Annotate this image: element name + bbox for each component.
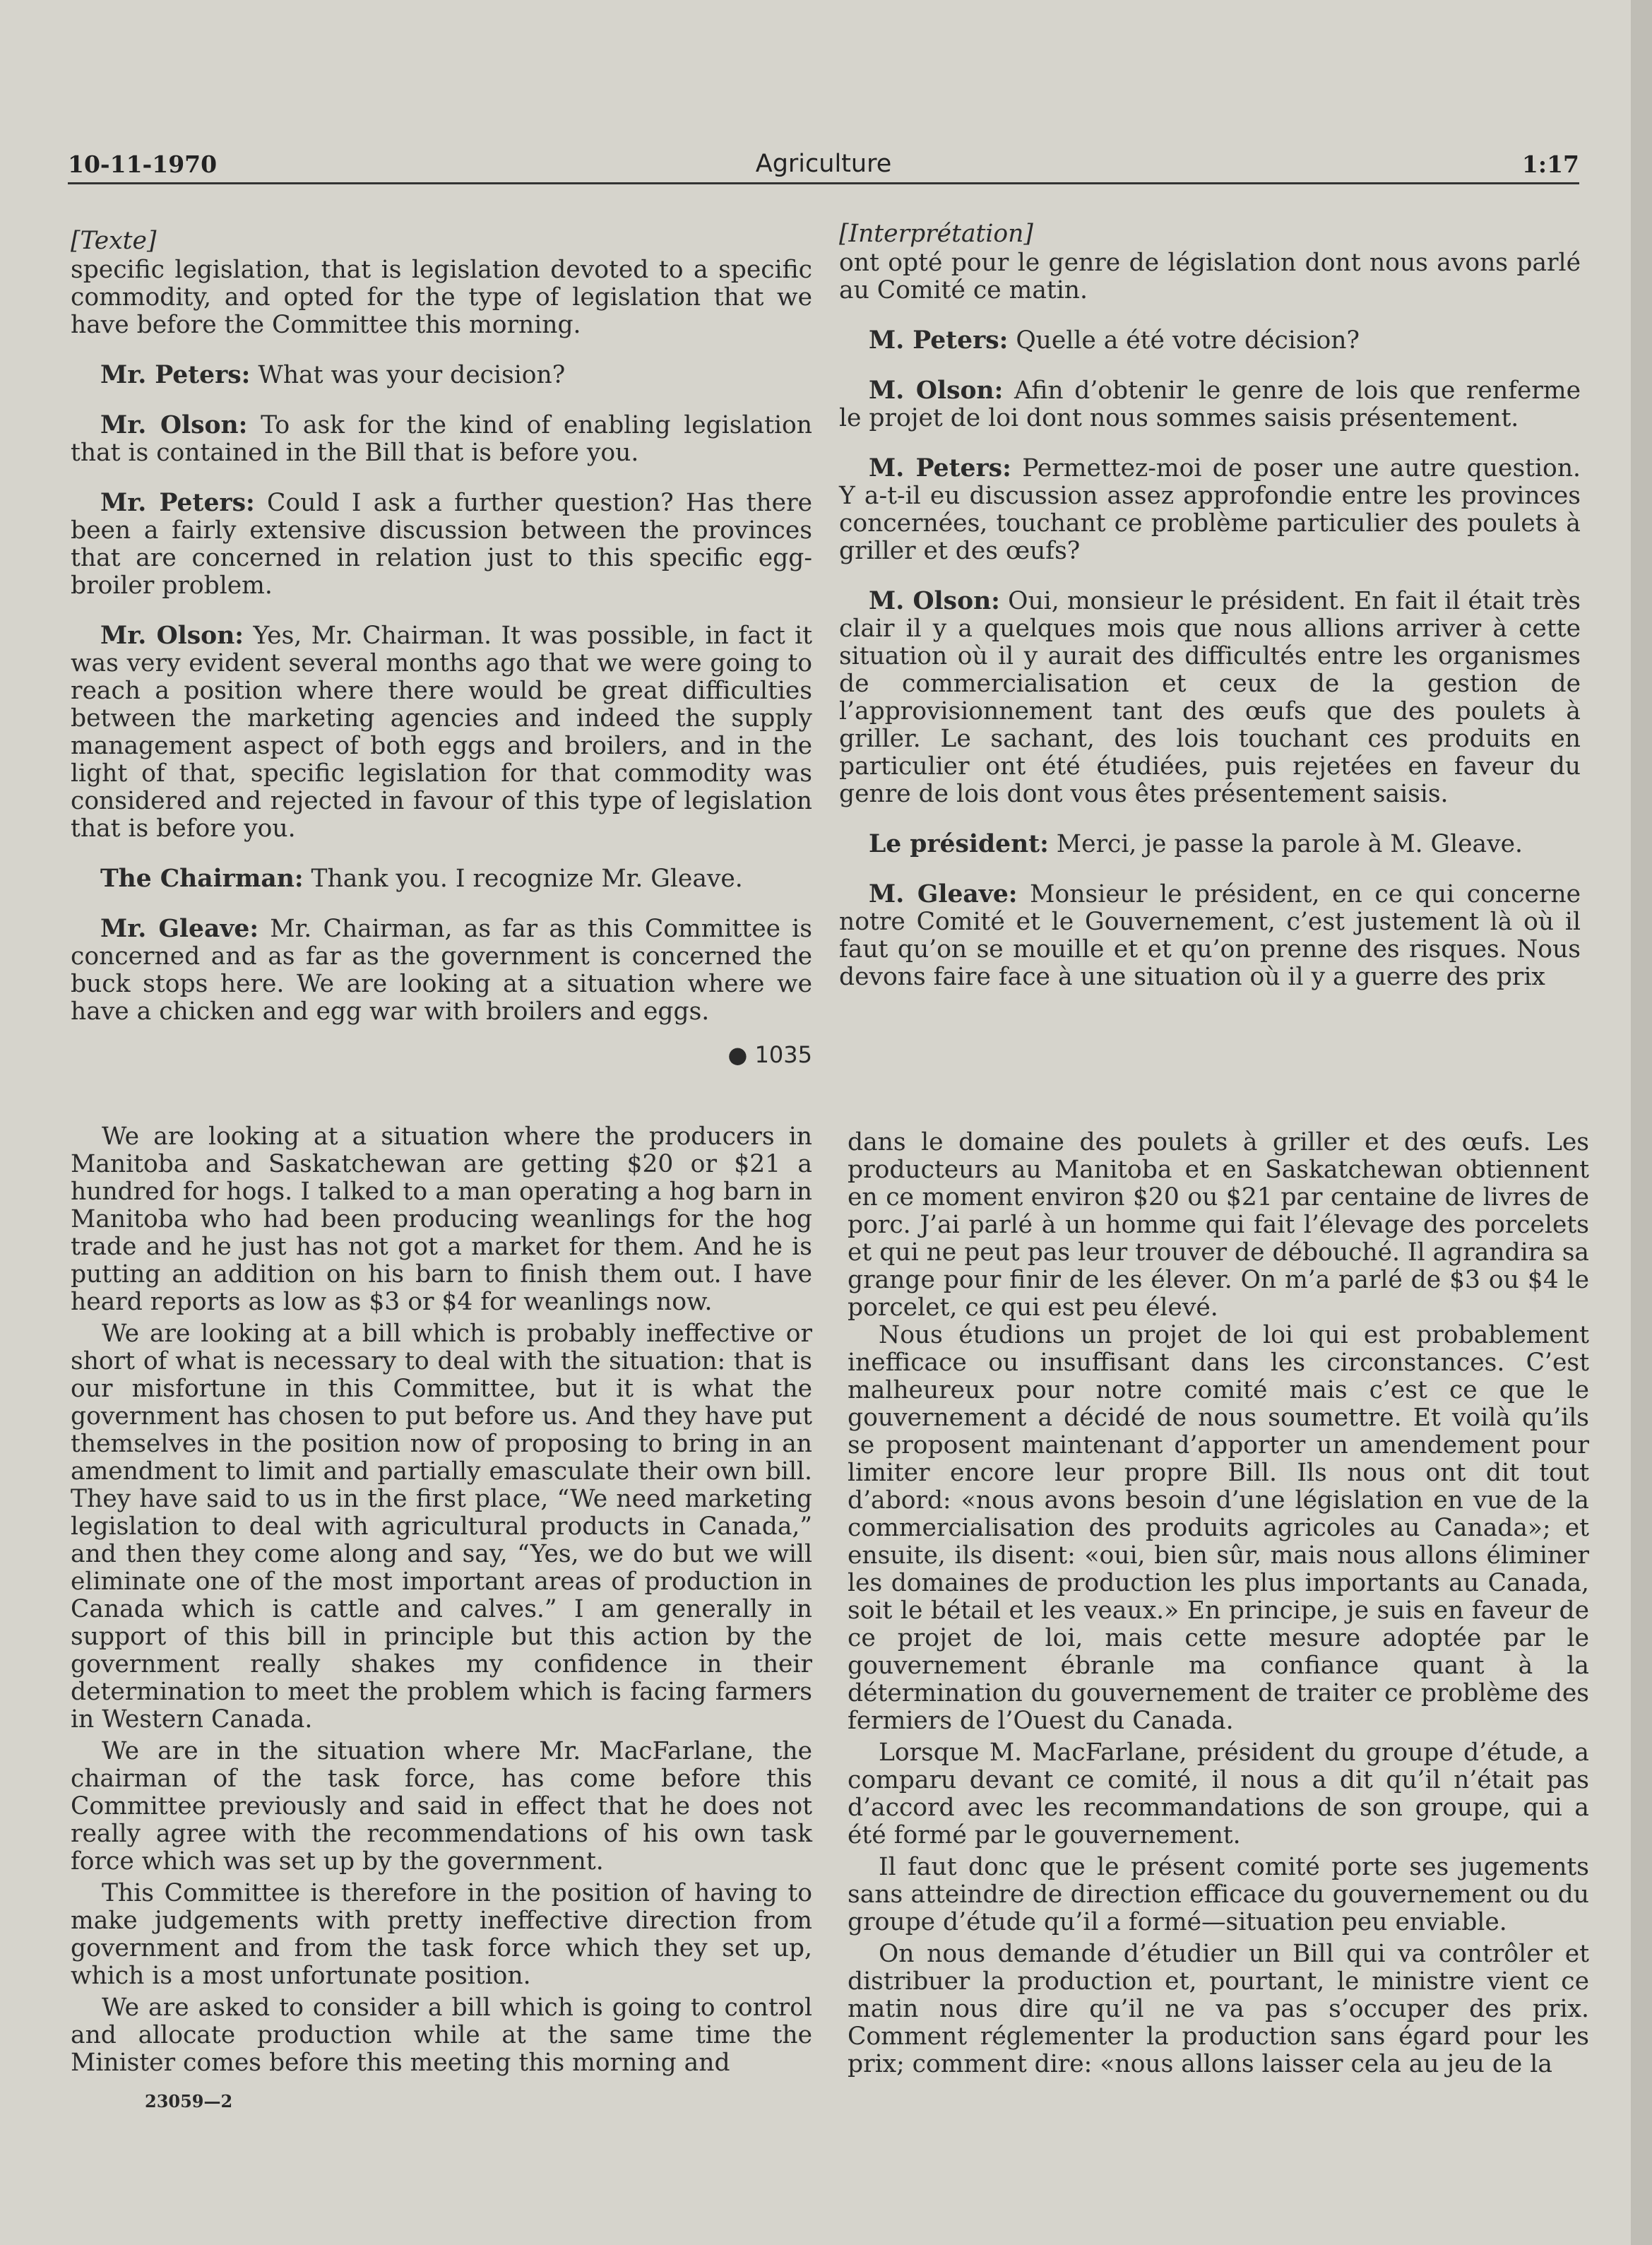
speaker-name: The Chairman:	[100, 865, 304, 893]
speaker-name: M. Peters:	[869, 454, 1011, 482]
speech-text: Monsieur le président, en ce qui concerne notre Comité et le Gouvernement, c’est justement là où il faut qu’on se mouille et et qu’on prenne des risques. Nous devons faire face à une situation où il y a guerre des prix	[839, 880, 1581, 991]
paragraph: We are asked to consider a bill which is going to control and allocate production while at the same time the Minister comes before this meeting this morning and	[71, 1994, 812, 2077]
speech	[839, 588, 1581, 808]
speech	[839, 455, 1581, 565]
paragraph: Il faut donc que le présent comité porte ses jugements sans atteindre de direction efficace du gouvernement ou du groupe d’étude qu’il a formé—situation peu enviable.	[848, 1853, 1589, 1936]
language-label: [Interprétation]	[839, 220, 1033, 248]
header-date: 10-11-1970	[68, 150, 218, 178]
speaker-name: Le président:	[869, 830, 1049, 858]
speech	[839, 327, 1581, 355]
speech	[839, 831, 1581, 858]
paragraph: We are looking at a situation where the producers in Manitoba and Saskatchewan are getting $20 or $21 a hundred for hogs. I talked to a man operating a hog barn in Manitoba who had been producing weanlings for the hog trade and he just has not got a market for them. And he is putting an addition on his barn to finish them out. I have heard reports as low as $3 or $4 for weanlings now.	[71, 1122, 812, 1316]
english-column-bottom	[71, 1123, 812, 2077]
speech	[71, 412, 812, 467]
speech	[71, 622, 812, 843]
speaker-name: M. Gleave:	[869, 880, 1018, 908]
paragraph: We are in the situation where Mr. MacFarlane, the chairman of the task force, has come before this Committee previously and said in effect that he does not really agree with the recommendations of his own task force which was set up by the government.	[71, 1737, 812, 1876]
header-title: Agriculture	[755, 150, 892, 178]
paragraph: On nous demande d’étudier un Bill qui va contrôler et distribuer la production et, pourtant, le ministre vient ce matin nous dire qu’il ne va pas s’occuper des prix. Comment réglementer la production sans égard pour les prix; comment dire: «nous allons laisser cela au jeu de la	[848, 1940, 1589, 2078]
speaker-name: Mr. Olson:	[100, 411, 248, 439]
speaker-name: M. Olson:	[869, 587, 1000, 615]
speaker-name: Mr. Olson:	[100, 622, 244, 650]
paragraph: specific legislation, that is legislation devoted to a specific commodity, and opted for the type of legislation that we have before the Committee this morning.	[71, 256, 812, 339]
paragraph: dans le domaine des poulets à griller et des œufs. Les producteurs au Manitoba et en Saskatchewan obtiennent en ce moment environ $20 ou $21 par centaine de livres de porc. J’ai parlé à un homme qui fait l’élevage des porcelets et qui ne peut pas leur trouver de débouché. Il agrandira sa grange pour finir de les élever. On m’a parlé de $3 ou $4 le porcelet, ce qui est peu élevé.	[848, 1128, 1589, 1322]
speech-text: Could I ask a further question? Has there been a fairly extensive discussion between the provinces that are concerned in relation just to this specific egg-broiler problem.	[71, 489, 812, 600]
speech-text: Afin d’obtenir le genre de lois que renferme le projet de loi dont nous sommes saisis présentement.	[839, 377, 1581, 432]
speech	[839, 377, 1581, 432]
speech-text: Thank you. I recognize Mr. Gleave.	[303, 865, 743, 893]
paragraph: ont opté pour le genre de législation dont nous avons parlé au Comité ce matin.	[839, 249, 1581, 304]
english-column-top	[71, 227, 812, 1069]
french-column-bottom	[848, 1129, 1589, 2078]
speech-text: Mr. Chairman, as far as this Committee is concerned and as far as the government is concerned the buck stops here. We are looking at a situation where we have a chicken and egg war with broilers and eggs.	[71, 915, 812, 1026]
paragraph: This Committee is therefore in the position of having to make judgements with pretty ineffective direction from government and from the task force which they set up, which is a most unfortunate position.	[71, 1879, 812, 1990]
french-column-top	[839, 220, 1581, 991]
speech	[71, 490, 812, 600]
header-page-number: 1:17	[1521, 150, 1579, 178]
speech-text: Permettez-moi de poser une autre question. Y a-t-il eu discussion assez approfondie entre les provinces concernées, touchant ce problème particulier des poulets à griller et des œufs?	[839, 454, 1581, 565]
speech	[839, 881, 1581, 991]
speech-text: Quelle a été votre décision?	[1008, 326, 1360, 355]
page-edge-shadow	[1631, 0, 1652, 2245]
running-header	[68, 141, 1579, 184]
speaker-name: M. Olson:	[869, 377, 1004, 405]
speech-text: What was your decision?	[250, 361, 566, 389]
speech-text: Merci, je passe la parole à M. Gleave.	[1048, 830, 1523, 858]
time-marker: ● 1035	[727, 1041, 812, 1068]
speech	[71, 865, 812, 893]
paragraph: Nous étudions un projet de loi qui est probablement inefficace ou insuffisant dans les circonstances. C’est malheureux pour notre comité mais c’est ce que le gouvernement a décidé de nous soumettre. Et voilà qu’ils se proposent maintenant d’apporter un amendement pour limiter encore leur propre Bill. Ils nous ont dit tout d’abord: «nous avons besoin d’une législation en vue de la commercialisation des produits agricoles au Canada»; et ensuite, ils disent: «oui, bien sûr, mais nous allons éliminer les domaines de production les plus importants au Canada, soit le bétail et les veaux.» En principe, je suis en faveur de ce projet de loi, mais cette mesure adoptée par le gouvernement ébranle ma confiance quant à la détermination du gouvernement de traiter ce problème des fermiers de l’Ouest du Canada.	[848, 1321, 1589, 1735]
printer-code: 23059—2	[145, 2091, 233, 2111]
speech-text: To ask for the kind of enabling legislation that is contained in the Bill that is before you.	[71, 411, 812, 467]
speech	[71, 916, 812, 1026]
paragraph: We are looking at a bill which is probably ineffective or short of what is necessary to deal with the situation: that is our misfortune in this Committee, but it is what the government has chosen to put before us. And they have put themselves in the position now of proposing to bring in an amendment to limit and partially emasculate their own bill. They have said to us in the first place, “We need marketing legislation to deal with agricultural products in Canada,” and then they come along and say, “Yes, we do but we will eliminate one of the most important areas of production in Canada which is cattle and calves.” I am generally in support of this bill in principle but this action by the government really shakes my confidence in their determination to meet the problem which is facing farmers in Western Canada.	[71, 1320, 812, 1734]
speech-text: Oui, monsieur le président. En fait il était très clair il y a quelques mois que nous allions arriver à cette situation où il y aurait des difficultés entre les organismes de commercialisation et ceux de la gestion de l’approvisionnement tant des œufs que des poulets à griller. Le sachant, des lois touchant ces produits en particulier ont été étudiées, puis rejetées en faveur du genre de lois dont vous êtes présentement saisis.	[839, 587, 1581, 808]
speaker-name: M. Peters:	[869, 326, 1009, 355]
paragraph: Lorsque M. MacFarlane, président du groupe d’étude, a comparu devant ce comité, il nous a dit qu’il n’était pas d’accord avec les recommandations de son groupe, qui a été formé par le gouvernement.	[848, 1738, 1589, 1849]
speaker-name: Mr. Gleave:	[100, 915, 259, 943]
language-label: [Texte]	[71, 227, 157, 255]
speech-text: Yes, Mr. Chairman. It was possible, in fact it was very evident several months ago that we were going to reach a position where there would be great difficulties between the marketing agencies and indeed the supply management aspect of both eggs and broilers, and in the light of that, specific legislation for that commodity was considered and rejected in favour of this type of legislation that is before you.	[71, 622, 813, 843]
speaker-name: Mr. Peters:	[100, 489, 255, 517]
speaker-name: Mr. Peters:	[100, 361, 251, 389]
speech	[71, 362, 812, 389]
